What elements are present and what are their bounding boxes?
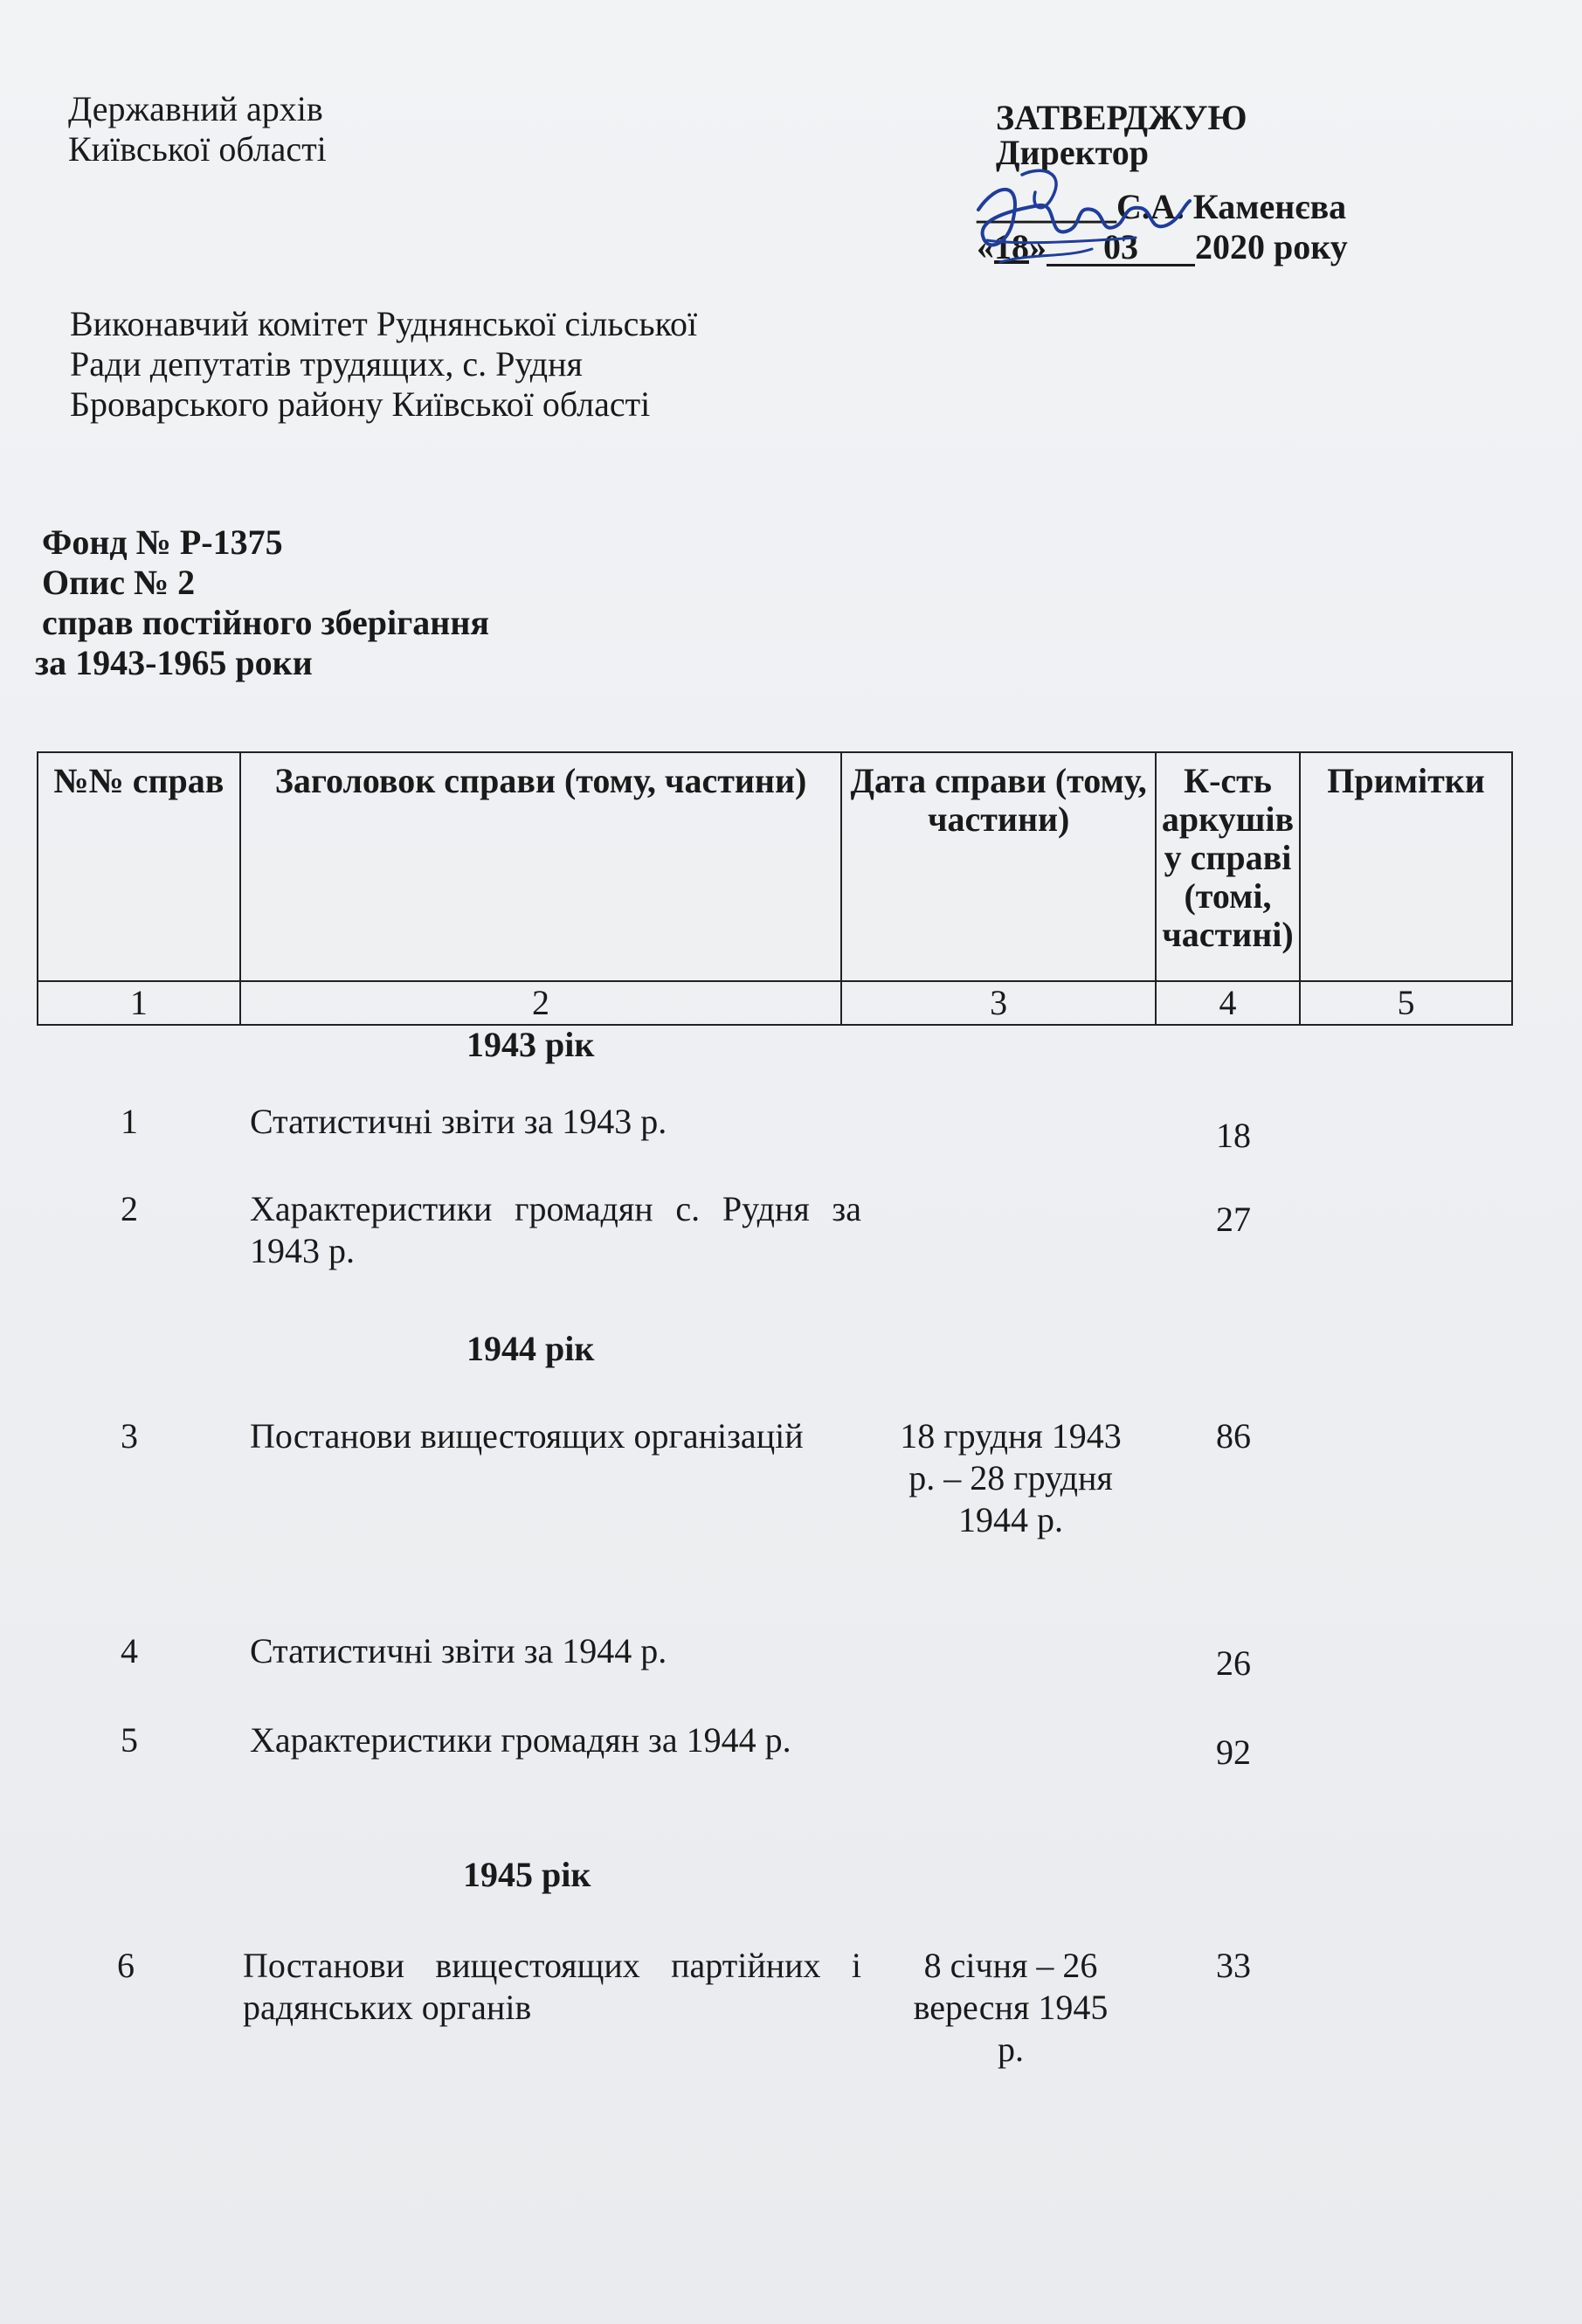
approve-date-prefix: « [977,227,994,266]
column-number: 5 [1300,981,1512,1025]
header-row [38,752,1512,981]
case-sheets: 86 [1216,1416,1251,1456]
committee-name [70,304,697,425]
case-sheets: 27 [1216,1200,1251,1239]
year-heading: 1943 рік [466,1025,595,1064]
column-number: 4 [1156,981,1300,1025]
fond-line-2: Опис № 2 [42,563,196,602]
case-number: 2 [121,1189,138,1228]
case-title: Статистичні звіти за 1944 р. [250,1631,667,1670]
fond-line-3: справ постійного зберігання [42,603,490,642]
approve-month: 03 [1047,231,1195,266]
fond-info [35,522,490,683]
case-title: Постанови вищестоящих партійних і радянських органів [243,1946,861,2027]
case-title: Характеристики громадян за 1944 р. [250,1720,791,1760]
approve-name: ________С.А. Каменєва [977,187,1347,226]
fond-line-1: Фонд № Р-1375 [42,522,283,562]
case-number: 6 [117,1946,135,1985]
inventory-table-header [37,751,1513,1026]
director-signature [961,157,1197,280]
case-sheets: 33 [1216,1946,1251,1985]
year-heading: 1944 рік [466,1329,595,1368]
case-number: 1 [121,1102,138,1141]
approve-day: 18 [994,227,1029,266]
fond-line-4: за 1943-1965 роки [35,643,313,682]
committee-line-1: Виконавчий комітет Руднянської сільської [70,304,698,343]
case-date: 18 грудня 1943 р. – 28 грудня 1944 р. [900,1416,1122,1539]
column-number: 2 [240,981,842,1025]
case-date: 8 січня – 26 вересня 1945 р. [913,1946,1109,2069]
case-sheets: 18 [1216,1116,1251,1155]
case-number: 5 [121,1720,138,1760]
case-title: Статистичні звіти за 1943 р. [250,1102,667,1141]
approve-year: 2020 року [1195,227,1348,266]
case-title: Постанови вищестоящих організацій [250,1416,804,1456]
case-sheets: 26 [1216,1643,1251,1683]
header-case-number: №№ справ [38,752,240,981]
case-title: Характеристики громадян с. Рудня за 1943 р. [250,1189,861,1270]
header-notes: Примітки [1300,752,1512,981]
archive-line-2: Київської області [68,129,327,169]
archive-line-1: Державний архів [68,89,323,128]
archive-name [68,89,327,169]
case-number: 4 [121,1631,138,1670]
committee-line-3: Броварського району Київської області [70,384,651,424]
year-heading: 1945 рік [463,1855,591,1894]
column-number: 3 [841,981,1156,1025]
approve-date-mid: » [1029,227,1047,266]
case-number: 3 [121,1416,138,1456]
column-number: 1 [38,981,240,1025]
column-number-row [38,981,1512,1025]
header-case-title: Заголовок справи (тому, частини) [240,752,842,981]
approve-title: ЗАТВЕРДЖУЮ [996,98,1247,137]
header-case-date: Дата справи (тому, частини) [841,752,1156,981]
case-sheets: 92 [1216,1733,1251,1772]
header-sheet-count: К-сть аркушів у справі (томі, частині) [1156,752,1300,981]
approve-position: Директор [996,133,1149,172]
committee-line-2: Ради депутатів трудящих, с. Рудня [70,344,583,384]
